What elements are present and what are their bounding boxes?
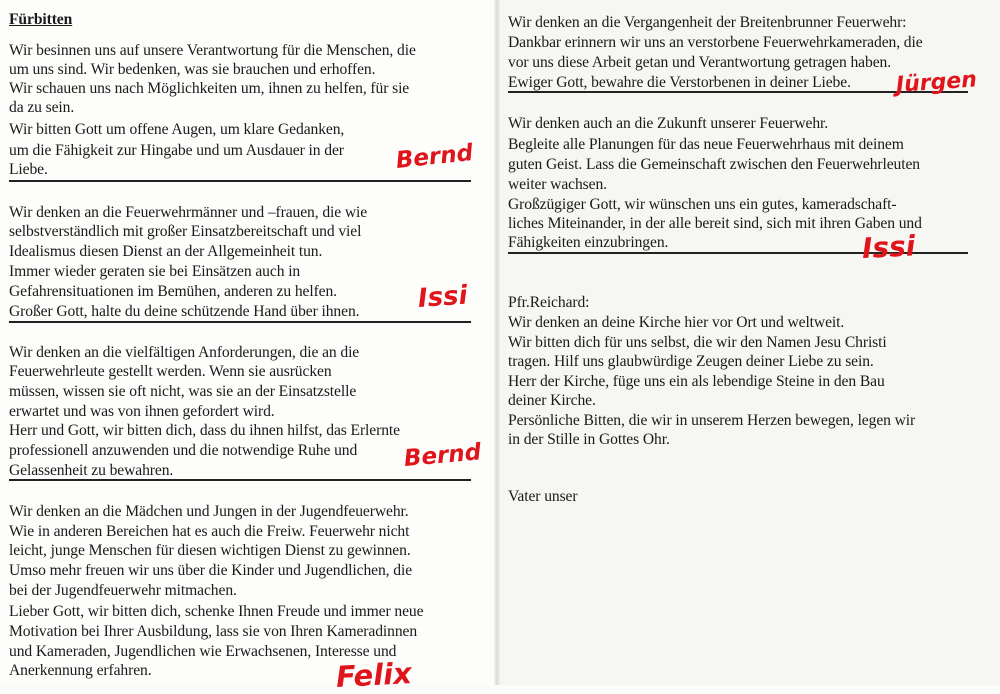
text-line: Fähigkeiten einzubringen. [508, 234, 669, 251]
text-line: Wir schauen uns nach Möglichkeiten um, ihnen zu helfen, für sie [9, 80, 410, 97]
text-line: Feuerwehrleute gestellt werden. Wenn sie ausrücken [9, 363, 332, 380]
text-line: professionell anzuwenden und die notwendige Ruhe und [9, 442, 358, 459]
text-line: und Kameraden, Jugendlichen wie Erwachsenen, Interesse und [9, 643, 397, 660]
text-line: Wir denken an deine Kirche hier vor Ort und weltweit. [508, 314, 845, 331]
text-line: Ewiger Gott, bewahre die Verstorbenen in deiner Liebe. [508, 74, 851, 91]
text-line: Gelassenheit zu bewahren. [9, 462, 174, 479]
text-line: Wir denken an die Vergangenheit der Breitenbrunner Feuerwehr: [508, 14, 907, 31]
text-line: bei der Jugendfeuerwehr mitmachen. [9, 582, 237, 599]
text-line: Wir denken an die vielfältigen Anforderungen, die an die [9, 344, 360, 361]
text-line: weiter wachsen. [508, 176, 607, 193]
text-line: Anerkennung erfahren. [9, 662, 152, 679]
separator-line [9, 321, 471, 323]
handwritten-name: Jürgen [895, 67, 978, 98]
text-line: Wir denken an die Mädchen und Jungen in der Jugendfeuerwehr. [9, 503, 409, 520]
text-line: guten Geist. Lass die Gemeinschaft zwischen den Feuerwehrleuten [508, 156, 920, 173]
text-line: Immer wieder geraten sie bei Einsätzen auch in [9, 263, 301, 280]
text-line: tragen. Hilf uns glaubwürdige Zeugen deiner Liebe zu sein. [508, 353, 874, 370]
text-line: Wir bitten dich für uns selbst, die wir den Namen Jesu Christi [508, 334, 887, 351]
text-line: erwartet und was von ihnen gefordert wird. [9, 403, 275, 420]
text-line: um uns sind. Wir bedenken, was sie brauchen und erhoffen. [9, 61, 376, 78]
text-line: um die Fähigkeit zur Hingabe und um Ausdauer in der [9, 142, 344, 159]
text-line: deiner Kirche. [508, 392, 596, 409]
text-line: Persönliche Bitten, die wir in unserem Herzen bewegen, legen wir [508, 412, 916, 429]
text-line: Idealismus diesen Dienst an der Allgemeinheit tun. [9, 243, 323, 260]
text-line: Wir bitten Gott um offene Augen, um klare Gedanken, [9, 121, 345, 138]
text-line: selbstverständlich mit großer Einsatzbereitschaft und viel [9, 223, 362, 240]
text-line: da zu sein. [9, 99, 75, 116]
separator-line [9, 479, 471, 481]
text-line: Begleite alle Planungen für das neue Feuerwehrhaus mit deinem [508, 136, 904, 153]
text-line: Wir denken an die Feuerwehrmänner und –frauen, die wie [9, 204, 368, 221]
text-line: vor uns diese Arbeit getan und Verantwortung getragen haben. [508, 54, 892, 71]
text-line: Herr der Kirche, füge uns ein als lebendige Steine in den Bau [508, 373, 885, 390]
handwritten-name: Issi [861, 229, 917, 265]
document-title: Fürbitten [9, 11, 73, 28]
separator-line [9, 180, 471, 182]
text-line: müssen, wissen sie oft nicht, was sie an der Einsatzstelle [9, 383, 357, 400]
text-line: Dankbar erinnern wir uns an verstorbene Feuerwehrkameraden, die [508, 34, 923, 51]
text-line: Umso mehr freuen wir uns über die Kinder und Jugendlichen, die [9, 562, 413, 579]
text-line: leicht, junge Menschen für diesen wichtigen Dienst zu gewinnen. [9, 542, 411, 559]
text-line: Herr und Gott, wir bitten dich, dass du ihnen hilfst, das Erlernte [9, 422, 400, 439]
text-line: Wir besinnen uns auf unsere Verantwortung für die Menschen, die [9, 42, 416, 59]
text-line: Gefahrensituationen im Bemühen, anderen zu helfen. [9, 283, 337, 300]
text-line: Lieber Gott, wir bitten dich, schenke Ihnen Freude und immer neue [9, 603, 424, 620]
handwritten-name: Bernd [394, 139, 475, 174]
handwritten-name: Felix [335, 656, 413, 694]
text-line: Wie in anderen Bereichen hat es auch die Freiw. Feuerwehr nicht [9, 523, 410, 540]
text-line: Pfr.Reichard: [508, 294, 590, 311]
text-line: Großzügiger Gott, wir wünschen uns ein gutes, kameradschaft- [508, 196, 897, 213]
page-fold [494, 0, 500, 685]
text-line: liches Miteinander, in der alle bereit sind, sich mit ihren Gaben und [508, 215, 922, 232]
text-line: in der Stille in Gottes Ohr. [508, 431, 670, 448]
text-line: Motivation bei Ihrer Ausbildung, lass sie von Ihren Kameradinnen [9, 623, 418, 640]
handwritten-name: Issi [416, 280, 469, 314]
text-line: Liebe. [9, 161, 48, 178]
text-line: Großer Gott, halte du deine schützende Hand über ihnen. [9, 303, 360, 320]
handwritten-name: Bernd [402, 439, 483, 472]
closing-prayer: Vater unser [508, 488, 578, 505]
text-line: Wir denken auch an die Zukunft unserer Feuerwehr. [508, 115, 829, 132]
